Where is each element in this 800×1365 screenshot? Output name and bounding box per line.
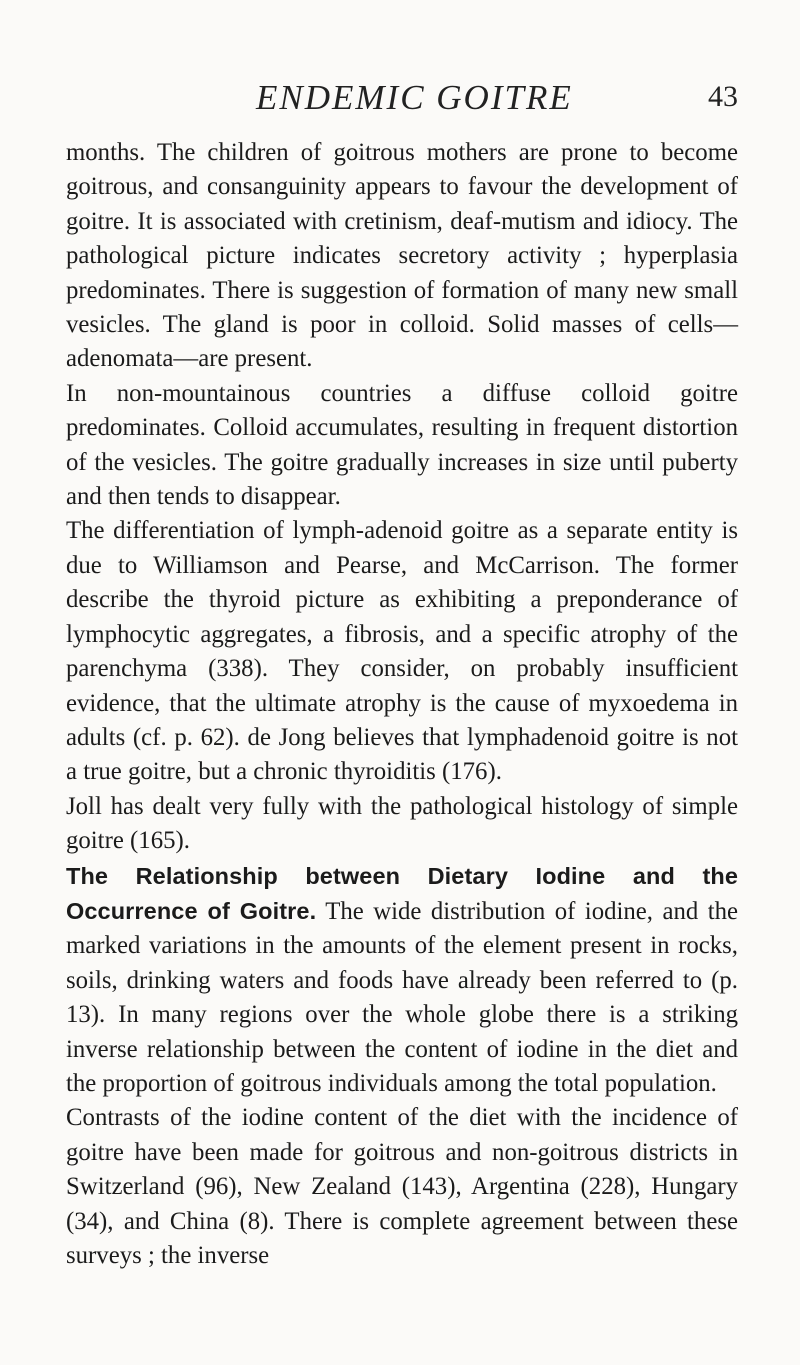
- paragraph-5-text: The wide distribution of iodine, and the marked variations in the amounts of the element present in rocks, soils, drinking waters and foods have already been referred to (p. 13). In many regions over the whole globe there is a striking inverse relationship between the content of iodine in the diet and the proportion of goitrous individuals among the total population.: [66, 897, 738, 1097]
- body-text: [66, 136, 738, 1273]
- paragraph-2: In non-mountainous countries a diffuse colloid goitre predominates. Colloid accumulates, resulting in frequent distortion of the vesicles. The goitre gradually increases in size until puberty and then tends to disappear.: [66, 379, 738, 511]
- running-title: ENDEMIC GOITRE: [256, 78, 573, 117]
- paragraph-3: The differentiation of lymph-adenoid goitre as a separate entity is due to Williamson and Pearse, and McCarrison. The former describe the thyroid picture as exhibiting a preponderance of lymphocytic aggregates, a fibrosis, and a specific atrophy of the parenchyma (338). They consider, on probably insufficient evidence, that the ultimate atrophy is the cause of myxoedema in adults (cf. p. 62). de Jong believes that lymphadenoid goitre is not a true goitre, but a chronic thyroiditis (176).: [66, 517, 738, 786]
- paragraph-1: months. The children of goitrous mothers are prone to become goitrous, and consanguinity appears to favour the development of goitre. It is associated with cretinism, deaf-mutism and idiocy. The pathological picture indicates secretory activity ; hyperplasia predominates. There is suggestion of formation of many new small vesicles. The gland is poor in colloid. Solid masses of cells—adenomata—are present.: [66, 139, 738, 373]
- section-heading: The Relationship between Dietary Iodine and the Occurrence of Goitre.: [66, 862, 738, 924]
- paragraph-4: Joll has dealt very fully with the pathological histology of simple goitre (165).: [66, 792, 738, 855]
- running-header: [66, 72, 738, 136]
- paragraph-5: [66, 859, 738, 1102]
- page-number: 43: [708, 80, 738, 113]
- paragraph-6: Contrasts of the iodine content of the diet with the incidence of goitre have been made for goitrous and non-goitrous districts in Switzerland (96), New Zealand (143), Argentina (228), Hungary (34), and China (8). There is complete agreement between these surveys ; the inverse: [66, 1104, 738, 1269]
